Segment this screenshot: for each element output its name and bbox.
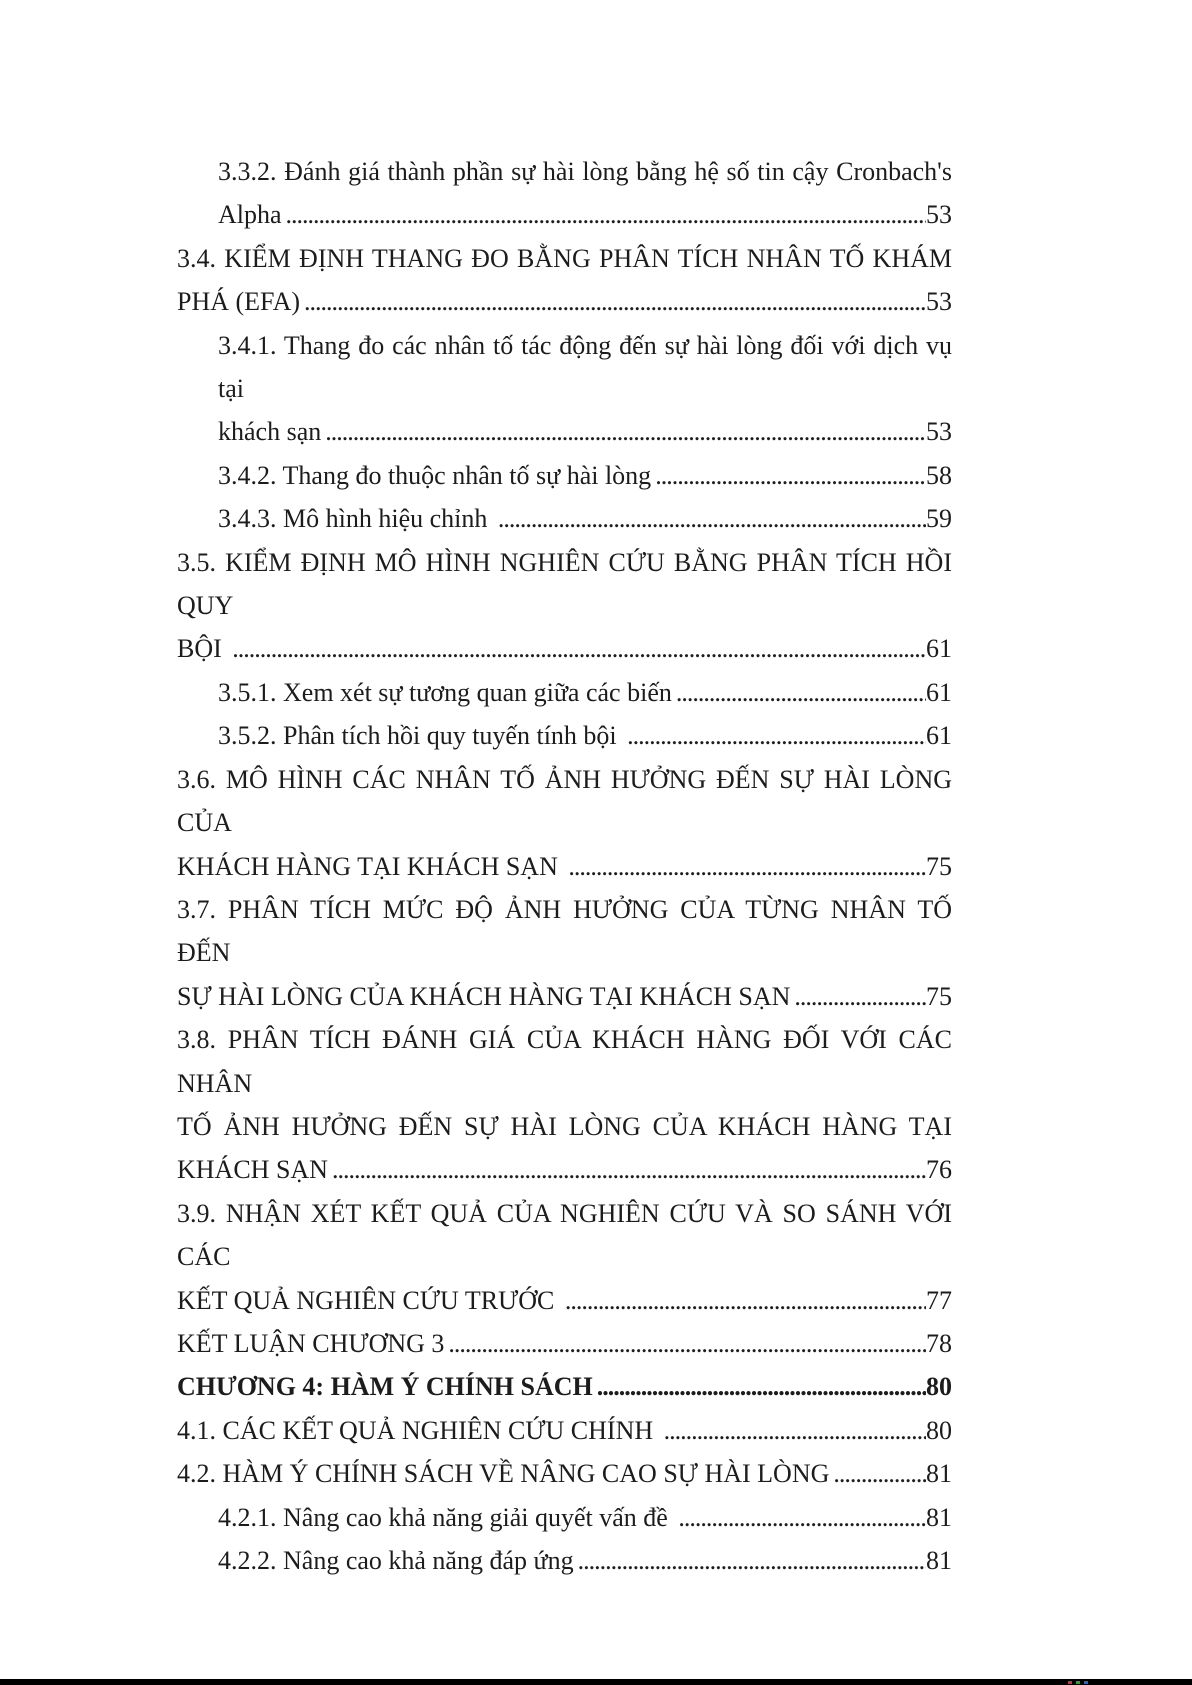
toc-entry <box>177 497 952 540</box>
bottom-edge-bar <box>0 1679 1192 1685</box>
toc-entry <box>177 1365 952 1408</box>
toc-entry-text: 3.4.2. Thang đo thuộc nhân tố sự hài lòng <box>218 460 652 490</box>
dot-leader <box>561 1279 926 1322</box>
page-number: 81 <box>926 1459 952 1489</box>
dot-leader <box>651 454 926 497</box>
dot-leader <box>300 280 926 323</box>
scan-artifact-dot <box>1068 1681 1072 1684</box>
toc-entry <box>177 1409 952 1452</box>
dot-leader <box>564 845 926 888</box>
toc-entry-text: PHÁ (EFA) <box>177 287 301 317</box>
page-number: 53 <box>926 200 952 230</box>
toc-entry-text: KHÁCH SẠN <box>177 1155 328 1185</box>
toc-entry-text: 3.3.2. Đánh giá thành phần sự hài lòng bằng hệ số tin cậy Cronbach's <box>218 157 952 186</box>
toc-entry-text: KẾT LUẬN CHƯƠNG 3 <box>177 1328 445 1358</box>
page-number: 80 <box>926 1415 952 1445</box>
toc-entry-text: 3.5. KIỂM ĐỊNH MÔ HÌNH NGHIÊN CỨU BẰNG PHÂN TÍCH HỒI QUY <box>177 547 952 621</box>
toc-entry-text: 3.5.2. Phân tích hồi quy tuyến tính bội <box>218 721 624 751</box>
dot-leader <box>574 1539 926 1582</box>
dot-leader <box>321 410 926 453</box>
page-number: 61 <box>926 634 952 664</box>
toc-entry-text: 3.4. KIỂM ĐỊNH THANG ĐO BẰNG PHÂN TÍCH NHÂN TỐ KHÁM <box>177 243 952 273</box>
scan-artifact-dot <box>1076 1681 1080 1684</box>
toc-entry <box>177 1496 952 1539</box>
toc-entry-text: 3.4.1. Thang đo các nhân tố tác động đến sự hài lòng đối với dịch vụ tại <box>218 330 952 404</box>
toc-entry-text: BỘI <box>177 634 229 664</box>
page-number: 81 <box>926 1546 952 1575</box>
toc-entry-text: 3.5.1. Xem xét sự tương quan giữa các biến <box>218 677 672 707</box>
page-number: 77 <box>926 1285 952 1315</box>
toc-entry <box>177 324 952 454</box>
toc-entry <box>177 1452 952 1495</box>
table-of-contents <box>177 150 952 1582</box>
toc-entry-text: 4.2.2. Nâng cao khả năng đáp ứng <box>218 1546 574 1575</box>
toc-entry <box>177 150 952 237</box>
page-number: 80 <box>926 1372 952 1402</box>
toc-entry-text: 4.1. CÁC KẾT QUẢ NGHIÊN CỨU CHÍNH <box>177 1415 660 1445</box>
toc-entry-text: 3.7. PHÂN TÍCH MỨC ĐỘ ẢNH HƯỞNG CỦA TỪNG NHÂN TỐ ĐẾN <box>177 894 952 968</box>
toc-entry <box>177 758 952 888</box>
dot-leader <box>660 1409 926 1452</box>
toc-entry <box>177 454 952 497</box>
toc-entry-text: khách sạn <box>218 417 322 447</box>
toc-entry-text: KẾT QUẢ NGHIÊN CỨU TRƯỚC <box>177 1285 561 1315</box>
dot-leader <box>829 1452 926 1495</box>
toc-entry <box>177 541 952 671</box>
toc-entry <box>177 1192 952 1322</box>
toc-entry-text: 3.6. MÔ HÌNH CÁC NHÂN TỐ ẢNH HƯỞNG ĐẾN SỰ HÀI LÒNG CỦA <box>177 764 952 838</box>
scan-artifact-dot <box>1084 1681 1088 1684</box>
toc-entry <box>177 888 952 1018</box>
toc-entry-text: SỰ HÀI LÒNG CỦA KHÁCH HÀNG TẠI KHÁCH SẠN <box>177 981 791 1011</box>
toc-entry-text: TỐ ẢNH HƯỞNG ĐẾN SỰ HÀI LÒNG CỦA KHÁCH HÀNG TẠI <box>177 1111 952 1141</box>
toc-entry <box>177 1018 952 1192</box>
toc-entry-text: 4.2. HÀM Ý CHÍNH SÁCH VỀ NÂNG CAO SỰ HÀI LÒNG <box>177 1459 830 1489</box>
page-number: 78 <box>926 1328 952 1358</box>
dot-leader <box>282 193 926 236</box>
toc-entry <box>177 714 952 757</box>
toc-entry-text: 4.2.1. Nâng cao khả năng giải quyết vấn đề <box>218 1502 675 1532</box>
page-number: 59 <box>926 504 952 534</box>
toc-entry-text: 3.9. NHẬN XÉT KẾT QUẢ CỦA NGHIÊN CỨU VÀ SO SÁNH VỚI CÁC <box>177 1198 952 1272</box>
page-number: 58 <box>926 460 952 490</box>
page-number: 53 <box>926 417 952 447</box>
dot-leader <box>623 714 926 757</box>
page-number: 61 <box>926 721 952 751</box>
dot-leader <box>593 1365 926 1408</box>
toc-entry <box>177 1322 952 1365</box>
dot-leader <box>672 671 926 714</box>
page-number: 76 <box>926 1155 952 1185</box>
page-number: 53 <box>926 287 952 317</box>
dot-leader <box>790 975 926 1018</box>
toc-entry-text: 3.8. PHÂN TÍCH ĐÁNH GIÁ CỦA KHÁCH HÀNG ĐỐI VỚI CÁC NHÂN <box>177 1025 952 1098</box>
toc-entry-text: 3.4.3. Mô hình hiệu chỉnh <box>218 504 494 534</box>
toc-entry <box>177 1539 952 1582</box>
toc-entry-text: CHƯƠNG 4: HÀM Ý CHÍNH SÁCH <box>177 1372 593 1402</box>
dot-leader <box>674 1496 926 1539</box>
dot-leader <box>494 497 926 540</box>
dot-leader <box>444 1322 926 1365</box>
toc-entry <box>177 671 952 714</box>
page-number: 81 <box>926 1502 952 1532</box>
toc-entry <box>177 237 952 324</box>
page-number: 61 <box>926 677 952 707</box>
dot-leader <box>228 627 926 670</box>
page-number: 75 <box>926 981 952 1011</box>
dot-leader <box>328 1148 926 1191</box>
toc-entry-text: KHÁCH HÀNG TẠI KHÁCH SẠN <box>177 851 565 881</box>
toc-entry-text: Alpha <box>218 200 282 230</box>
page-number: 75 <box>926 851 952 881</box>
